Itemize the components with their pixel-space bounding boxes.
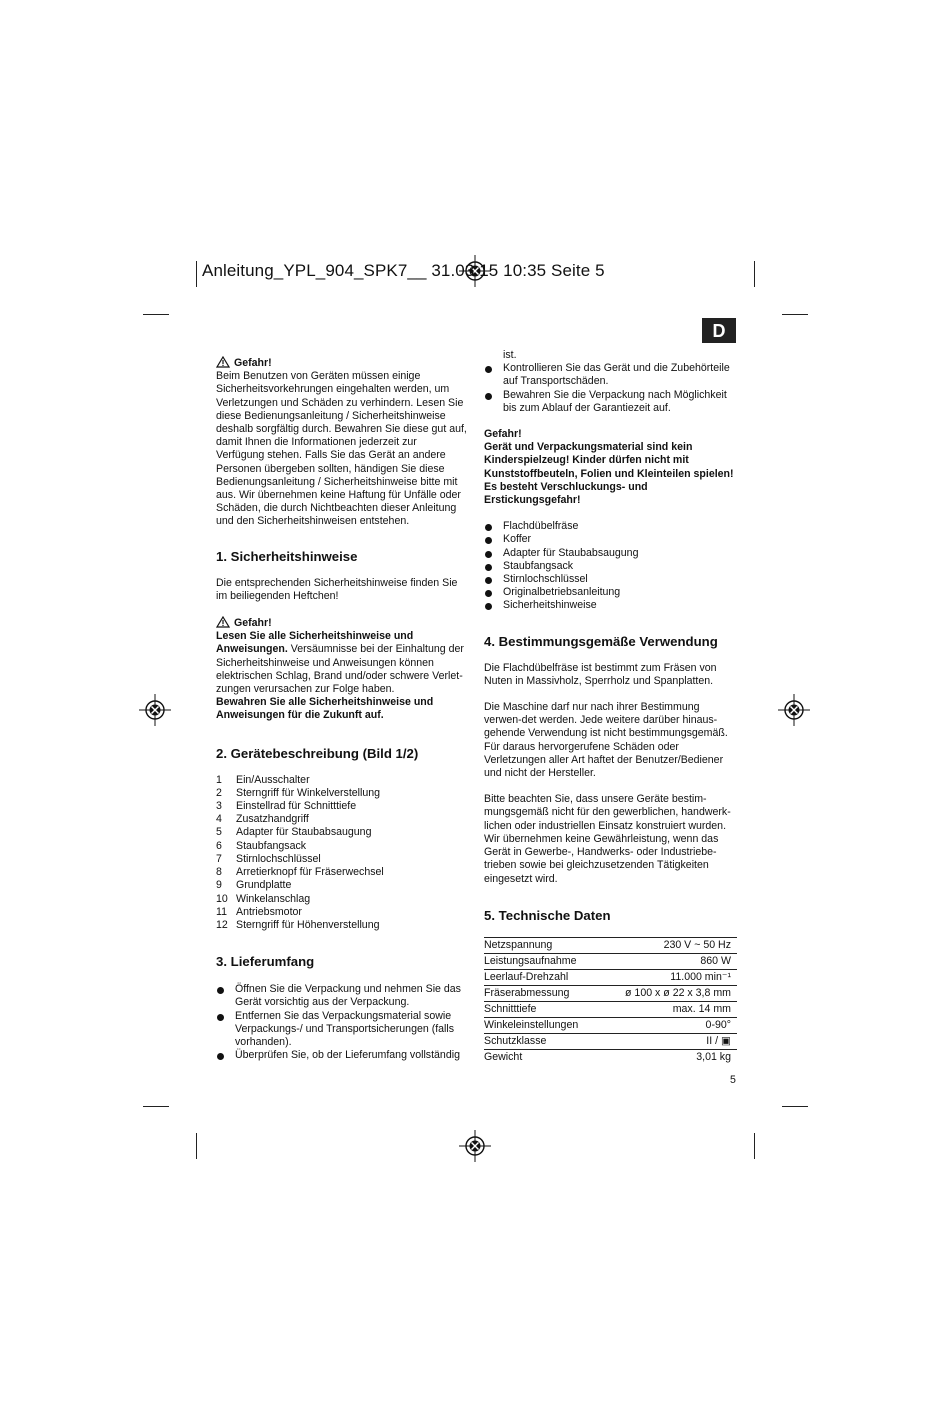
crop-mark-top-right-vertical <box>754 261 755 287</box>
list-item: Adapter für Staubabsaugung <box>484 547 737 560</box>
section-heading-5: 5. Technische Daten <box>484 907 611 923</box>
unpacking-steps <box>216 983 468 1062</box>
danger-text: Beim Benutzen von Geräten müssen einige Sicherheitsvorkehrungen eingehalten werden, um Verletzungen und Schäden zu verhindern. Lesen Sie diese Bedienungsanleitung / Sicherheitshinweise deshalb sorgfältig durch. Bewahren Sie diese gut auf, damit Ihnen die Informationen jederzeit zur Verfügung stehen. Falls Sie das Gerät an andere Personen übergeben sollten, händigen Sie diese Bedienungsanleitung / Sicherheitshinweise bitte mit aus. Wir übernehmen keine Haftung für Unfälle oder Schäden, die durch Nichtbeachten dieser Anleitung und den Sicherheitshinweisen entstehen. <box>216 370 467 528</box>
danger-notice-2 <box>216 616 468 723</box>
list-item: Flachdübelfräse <box>484 520 737 533</box>
list-item: 2 Sterngriff für Winkelverstellung <box>216 786 381 799</box>
danger-title: Gefahr! <box>484 428 522 441</box>
section-heading-3: 3. Lieferumfang <box>216 954 315 970</box>
list-item: Originalbetriebsanleitung <box>484 586 737 599</box>
table-row: Winkeleinstellungen 0-90° <box>484 1017 737 1033</box>
technical-data-table <box>484 937 737 1065</box>
table-row: Gewicht 3,01 kg <box>484 1049 737 1065</box>
intended-use-p3: Bitte beachten Sie, dass unsere Geräte bestim-mungsgemäß nicht für den gewerblichen, handwerk-lichen oder industriellen Einsatz konstruiert wurden. Wir übernehmen keine Gewährleistung, wenn das Gerät in Gewerbe-, Handwerks- oder Industriebe-trieben sowie bei gleichzusetzenden Tätigkeiten eingesetzt wird. <box>484 793 731 885</box>
crop-mark-bottom-right-vertical <box>754 1133 755 1159</box>
intended-use-p2: Die Maschine darf nur nach ihrer Bestimmung verwen-det werden. Jede weitere darüber hinaus-gehende Verwendung ist nicht bestimmungsgemäß. Für daraus hervorgerufene Schäden oder Verletzungen aller Art haftet der Benutzer/Bediener und nicht der Hersteller. <box>484 701 728 780</box>
danger-title: Gefahr! <box>234 357 272 369</box>
danger-bold-lead: Lesen Sie alle Sicherheitshinweise und Anweisungen. <box>216 630 414 656</box>
list-item: Überprüfen Sie, ob der Lieferumfang vollständig <box>216 1049 468 1062</box>
warning-triangle-icon <box>216 356 230 368</box>
list-item: 7 Stirnlochschlüssel <box>216 852 321 865</box>
list-item: Öffnen Sie die Verpackung und nehmen Sie das Gerät vorsichtig aus der Verpackung. <box>216 983 468 1009</box>
crop-mark-top-left-vertical <box>196 261 197 287</box>
crop-mark-top-left-horizontal <box>143 314 169 315</box>
section-heading-4: 4. Bestimmungsgemäße Verwendung <box>484 633 718 649</box>
danger-text: Gerät und Verpackungsmaterial sind kein Kinderspielzeug! Kinder dürfen nicht mit Kunststoffbeuteln, Folien und Kleinteilen spielen! Es besteht Verschluckungs- und Erstickungsgefahr! <box>484 441 734 507</box>
list-item: 3 Einstellrad für Schnitttiefe <box>216 800 357 813</box>
intended-use-p1: Die Flachdübelfräse ist bestimmt zum Fräsen von Nuten in Massivholz, Sperrholz und Spanplatten. <box>484 661 717 687</box>
list-item: 11 Antriebsmotor <box>216 905 302 918</box>
crop-mark-bottom-left-vertical <box>196 1133 197 1159</box>
table-row: Leerlauf-Drehzahl 11.000 min⁻¹ <box>484 969 737 985</box>
list-item: 5 Adapter für Staubabsaugung <box>216 826 372 839</box>
section-heading-2: 2. Gerätebeschreibung (Bild 1/2) <box>216 745 419 761</box>
list-item: 1 Ein/Ausschalter <box>216 773 310 786</box>
danger-text: Versäumnisse bei der Einhaltung der Sicherheitshinweise und Anweisungen können elektrischen Schlag, Brand und/oder schwere Verlet-zungen verursachen zur Folge haben. <box>216 643 464 696</box>
section-heading-1: 1. Sicherheitshinweise <box>216 548 358 564</box>
left-column <box>216 356 468 1062</box>
list-item: Koffer <box>484 533 737 546</box>
danger-notice-1 <box>216 356 468 529</box>
table-row: Leistungsaufnahme 860 W <box>484 953 737 969</box>
table-row: Schutzklasse II / ▣ <box>484 1033 737 1049</box>
list-item: 12 Sterngriff für Höhenverstellung <box>216 918 380 931</box>
scope-of-delivery-list <box>484 520 737 612</box>
parts-list <box>216 774 468 932</box>
warning-triangle-icon <box>216 616 230 628</box>
table-row: Fräserabmessung ø 100 x ø 22 x 3,8 mm <box>484 985 737 1001</box>
registration-mark-right-icon <box>778 694 810 726</box>
list-item: 10 Winkelanschlag <box>216 892 311 905</box>
list-item: Entfernen Sie das Verpackungsmaterial sowie Verpackungs-/ und Transportsicherungen (falls vorhanden). <box>216 1010 468 1050</box>
print-slug-header: Anleitung_YPL_904_SPK7__ 31.03.15 10:35 Seite 5 <box>202 261 605 280</box>
right-column <box>484 349 737 1065</box>
registration-mark-bottom-icon <box>459 1130 491 1162</box>
danger-bold-tail: Bewahren Sie alle Sicherheitshinweise und Anweisungen für die Zukunft auf. <box>216 696 434 722</box>
list-item: 9 Grundplatte <box>216 879 292 892</box>
table-row: Netzspannung 230 V ~ 50 Hz <box>484 937 737 953</box>
danger-title: Gefahr! <box>234 617 272 630</box>
page-number: 5 <box>730 1074 736 1086</box>
inspection-steps <box>484 362 737 415</box>
table-row: Schnitttiefe max. 14 mm <box>484 1001 737 1017</box>
danger-notice-3 <box>484 428 737 507</box>
crop-mark-bottom-right-horizontal <box>782 1106 808 1107</box>
list-item: 6 Staubfangsack <box>216 839 307 852</box>
language-tab: D <box>702 318 736 343</box>
registration-mark-left-icon <box>139 694 171 726</box>
list-item: Bewahren Sie die Verpackung nach Möglichkeit bis zum Ablauf der Garantiezeit auf. <box>484 389 737 415</box>
crop-mark-top-right-horizontal <box>782 314 808 315</box>
list-item: 4 Zusatzhandgriff <box>216 813 309 826</box>
list-item: Kontrollieren Sie das Gerät und die Zubehörteile auf Transportschäden. <box>484 362 737 388</box>
list-item: Staubfangsack <box>484 560 737 573</box>
list-item: 8 Arretierknopf für Fräserwechsel <box>216 866 384 879</box>
crop-mark-bottom-left-horizontal <box>143 1106 169 1107</box>
section-1-text: Die entsprechenden Sicherheitshinweise finden Sie im beiliegenden Heftchen! <box>216 576 458 602</box>
list-item: Sicherheitshinweise <box>484 599 737 612</box>
continuation-text: ist. <box>503 349 517 361</box>
list-item: Stirnlochschlüssel <box>484 573 737 586</box>
